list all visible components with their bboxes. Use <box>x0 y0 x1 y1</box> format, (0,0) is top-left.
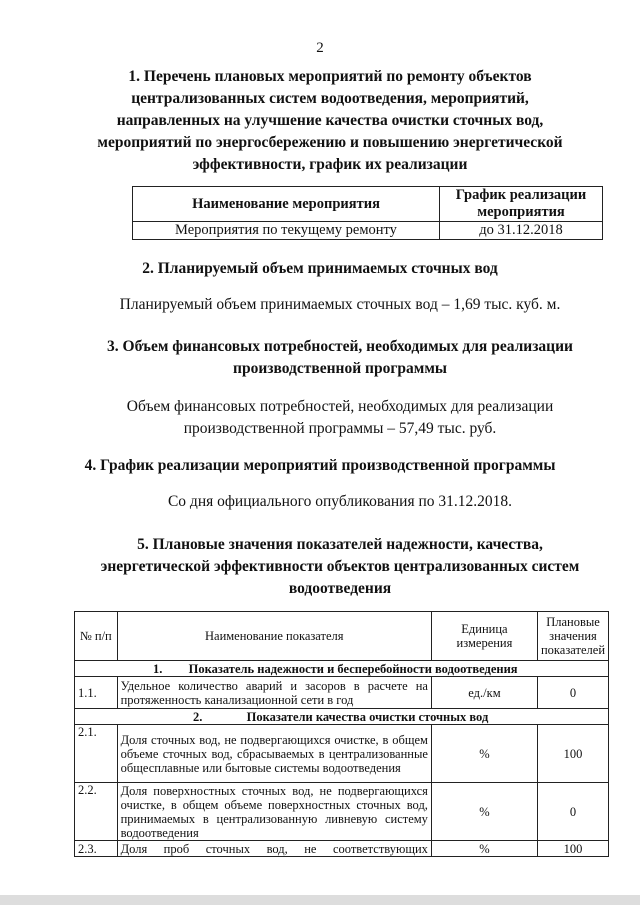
section-3-title-line: производственной программы <box>233 360 447 377</box>
indicators-group-row <box>75 709 609 725</box>
indicator-num: 1.1. <box>75 677 118 709</box>
indicator-row <box>75 783 609 841</box>
section-1-title-line: мероприятий по энергосбережению и повышению энергетической <box>97 134 563 151</box>
indicator-row <box>75 841 609 857</box>
section-3-text <box>50 396 630 440</box>
event-name-cell: Мероприятия по текущему ремонту <box>133 222 440 240</box>
indicator-value: 0 <box>537 783 608 841</box>
section-4-title: 4. График реализации мероприятий производственной программы <box>84 457 556 474</box>
indicator-value: 0 <box>537 677 608 709</box>
section-5-title <box>50 534 630 600</box>
section-3-title <box>50 336 630 380</box>
events-table-row <box>133 222 603 240</box>
section-1-title-line: направленных на улучшение качества очистки сточных вод, <box>116 112 544 129</box>
indicators-table <box>74 611 609 857</box>
section-2-title: 2. Планируемый объем принимаемых сточных вод <box>142 260 498 277</box>
indicator-unit: % <box>431 783 537 841</box>
indicator-name: Удельное количество аварий и засоров в расчете на протяженность канализационной сети в год <box>117 677 431 709</box>
section-5-title-line: водоотведения <box>288 580 392 597</box>
events-col-date-header <box>440 187 603 222</box>
section-1-title-line: 1. Перечень плановых мероприятий по ремонту объектов <box>128 68 532 85</box>
group-2-title <box>75 709 609 725</box>
section-3-title-line: 3. Объем финансовых потребностей, необходимых для реализации <box>107 338 573 355</box>
page-bottom-edge <box>0 895 640 905</box>
section-5-title-line: энергетической эффективности объектов централизованных систем <box>100 558 580 575</box>
section-2-text: Планируемый объем принимаемых сточных вод – 1,69 тыс. куб. м. <box>119 296 561 313</box>
indicators-group-row <box>75 661 609 677</box>
indicators-col-plan-header: Плановые значения показателей <box>537 612 608 661</box>
group-1-title <box>75 661 609 677</box>
indicator-value: 100 <box>537 841 608 857</box>
section-1-title <box>60 66 600 176</box>
indicator-name: Доля проб сточных вод, не соответствующих <box>117 841 431 857</box>
indicators-col-name-header: Наименование показателя <box>117 612 431 661</box>
event-date-cell: до 31.12.2018 <box>440 222 603 240</box>
section-5-title-line: 5. Плановые значения показателей надежности, качества, <box>137 536 543 553</box>
group-2-num: 2. <box>193 709 203 724</box>
indicators-header-row <box>75 612 609 661</box>
indicator-unit: % <box>431 725 537 783</box>
indicator-num: 2.1. <box>75 725 118 783</box>
indicator-name: Доля сточных вод, не подвергающихся очистке, в общем объеме сточных вод, сбрасываемых в централизованные общесплавные или бытовые системы водоотведения <box>117 725 431 783</box>
section-3-text-line: производственной программы – 57,49 тыс. руб. <box>183 420 497 437</box>
indicator-name: Доля поверхностных сточных вод, не подвергающихся очистке, в общем объеме поверхностных сточных вод, принимаемых в централизованную ливневую систему водоотведения <box>117 783 431 841</box>
indicator-row <box>75 725 609 783</box>
events-col-date-header-line: График реализации <box>455 187 587 203</box>
section-4-text: Со дня официального опубликования по 31.12.2018. <box>167 493 513 510</box>
indicator-unit: % <box>431 841 537 857</box>
indicator-row <box>75 677 609 709</box>
events-table-header-row <box>133 187 603 222</box>
events-col-name-header: Наименование мероприятия <box>133 187 440 222</box>
section-1-title-line: эффективности, график их реализации <box>192 156 468 173</box>
page-number: 2 <box>316 40 324 56</box>
indicator-num: 2.3. <box>75 841 118 857</box>
indicators-col-num-header: № п/п <box>75 612 118 661</box>
section-1-title-line: централизованных систем водоотведения, мероприятий, <box>131 90 529 107</box>
indicator-value: 100 <box>537 725 608 783</box>
section-3-text-line: Объем финансовых потребностей, необходимых для реализации <box>126 398 554 415</box>
indicators-col-unit-header: Единица измерения <box>431 612 537 661</box>
group-1-label: Показатель надежности и бесперебойности водоотведения <box>188 661 518 676</box>
events-table <box>132 186 603 240</box>
group-1-num: 1. <box>153 661 163 676</box>
indicator-num: 2.2. <box>75 783 118 841</box>
events-col-date-header-line: мероприятия <box>477 204 565 220</box>
group-2-label: Показатели качества очистки сточных вод <box>246 709 489 724</box>
indicator-unit: ед./км <box>431 677 537 709</box>
